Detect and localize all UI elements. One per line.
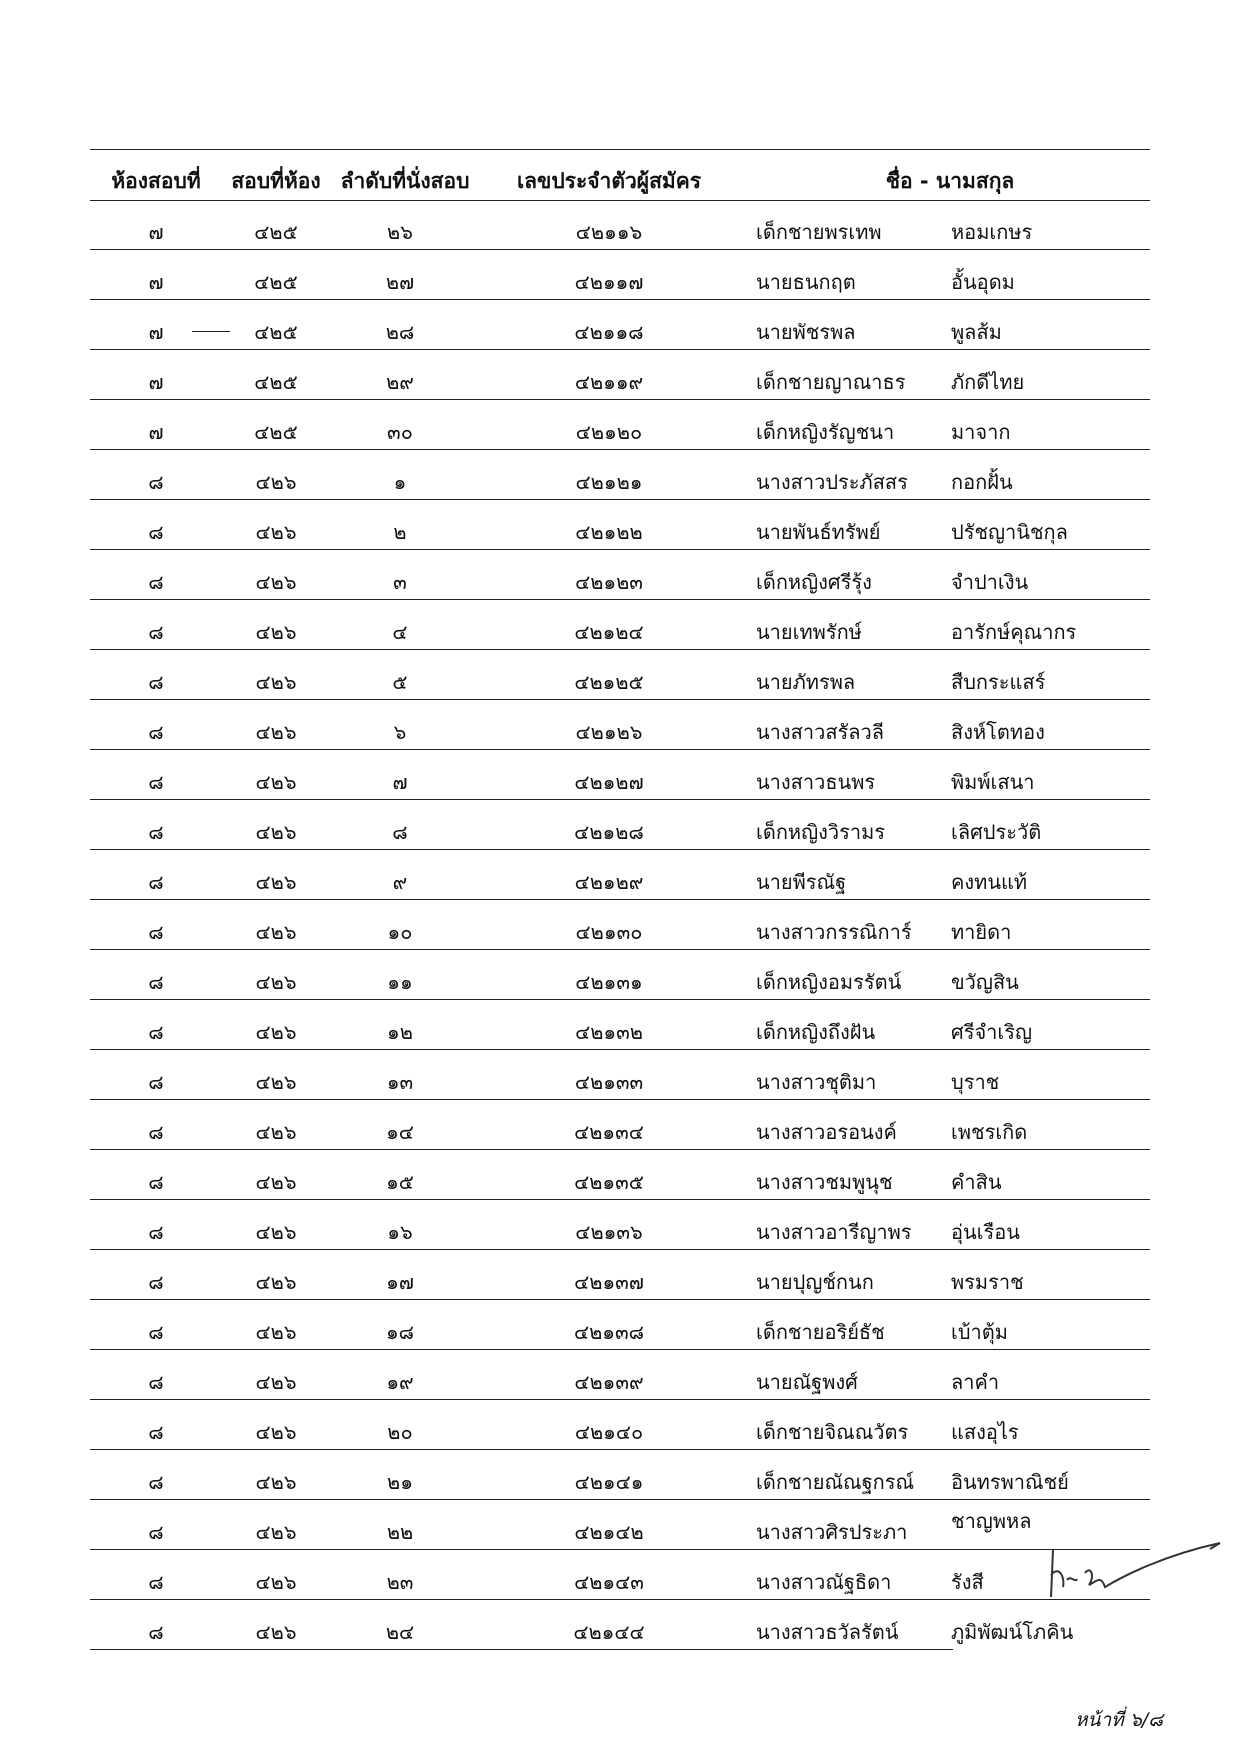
building-room-cell: ๔๒๖ [255,870,297,894]
first-name-cell: เด็กชายจิณณวัตร [756,1420,909,1444]
building-room-cell: ๔๒๖ [255,970,297,994]
applicant-id-cell: ๔๒๑๑๘ [574,320,644,344]
stray-dash [192,331,230,332]
first-name-cell: เด็กชายพรเทพ [756,220,882,244]
seat-cell: ๓ [393,570,407,594]
first-name-cell: นางสาวอารีญาพร [756,1220,912,1244]
last-name-cell: รังสี [951,1570,984,1594]
room-cell: ๗ [148,370,164,394]
building-room-cell: ๔๒๖ [255,1370,297,1394]
applicant-id-cell: ๔๒๑๓๕ [574,1170,644,1194]
table-top-rule [90,149,1150,150]
table-row [0,1150,1241,1200]
room-cell: ๗ [148,220,164,244]
room-cell: ๘ [148,770,164,794]
applicant-id-cell: ๔๒๑๓๙ [574,1370,644,1394]
first-name-cell: นางสาวศิรประภา [756,1520,908,1544]
seat-cell: ๒๙ [386,370,414,394]
first-name-cell: เด็กชายอริย์ธัช [756,1320,885,1344]
table-row [0,350,1241,400]
first-name-cell: นางสาวกรรณิการ์ [756,920,912,944]
applicant-id-cell: ๔๒๑๒๙ [574,870,644,894]
applicant-id-cell: ๔๒๑๓๑ [575,970,643,994]
table-row [0,1100,1241,1150]
building-room-cell: ๔๒๖ [255,1270,297,1294]
table-row [0,600,1241,650]
header-building-room: สอบที่ห้อง [231,169,321,193]
header-seat: ลำดับที่นั่งสอบ [340,169,470,193]
applicant-id-cell: ๔๒๑๒๑ [575,470,643,494]
room-cell: ๘ [148,1420,164,1444]
seat-cell: ๖ [393,720,407,744]
last-name-cell: สืบกระแสร์ [951,670,1046,694]
room-cell: ๘ [148,1120,164,1144]
room-cell: ๘ [148,1020,164,1044]
building-room-cell: ๔๒๖ [255,1170,297,1194]
last-name-cell: เพชรเกิด [951,1120,1028,1144]
last-name-cell: ภักดีไทย [951,370,1025,394]
room-cell: ๘ [148,620,164,644]
room-cell: ๗ [148,270,164,294]
table-row [0,1250,1241,1300]
applicant-id-cell: ๔๒๑๑๗ [574,270,644,294]
last-name-cell: บุราช [951,1070,1000,1094]
table-row [0,1450,1241,1500]
first-name-cell: เด็กชายญาณาธร [756,370,906,394]
applicant-id-cell: ๔๒๑๓๖ [575,1220,643,1244]
table-row [0,300,1241,350]
seat-cell: ๒๓ [386,1570,414,1594]
building-room-cell: ๔๒๖ [255,620,297,644]
building-room-cell: ๔๒๖ [255,820,297,844]
seat-cell: ๑๘ [385,1320,415,1344]
room-cell: ๘ [148,720,164,744]
table-row [0,800,1241,850]
applicant-id-cell: ๔๒๑๑๖ [575,220,643,244]
seat-cell: ๕ [392,670,408,694]
seat-cell: ๑๗ [386,1270,414,1294]
last-name-cell: พูลส้ม [951,320,1002,344]
table-row [0,900,1241,950]
applicant-id-cell: ๔๒๑๔๑ [574,1470,644,1494]
building-room-cell: ๔๒๖ [255,1220,297,1244]
last-name-cell: อินทรพาณิชย์ [951,1470,1069,1494]
seat-cell: ๙ [392,870,408,894]
last-name-cell: ทายิดา [951,920,1012,944]
first-name-cell: นายณัฐพงศ์ [756,1370,858,1394]
seat-cell: ๑๒ [387,1020,413,1044]
applicant-id-cell: ๔๒๑๒๐ [575,420,643,444]
seat-cell: ๑๑ [387,970,413,994]
room-cell: ๘ [148,1520,164,1544]
table-row [0,500,1241,550]
page-number: หน้าที่ ๖/๘ [1075,1709,1163,1731]
building-room-cell: ๔๒๕ [254,420,298,444]
first-name-cell: เด็กหญิงวิรามร [756,820,886,844]
building-room-cell: ๔๒๖ [255,1070,297,1094]
table-row [0,1200,1241,1250]
first-name-cell: นางสาวธวัลรัตน์ [756,1620,899,1644]
last-name-cell: เบ้าตุ้ม [951,1320,1008,1344]
seat-cell: ๗ [392,770,408,794]
building-room-cell: ๔๒๖ [255,770,297,794]
seat-cell: ๑ [393,470,407,494]
seat-cell: ๑๐ [387,920,413,944]
table-row [0,550,1241,600]
room-cell: ๗ [148,320,164,344]
room-cell: ๘ [148,870,164,894]
applicant-id-cell: ๔๒๑๓๒ [575,1020,643,1044]
seat-cell: ๒๔ [385,1620,415,1644]
room-cell: ๘ [148,1320,164,1344]
first-name-cell: นายภัทรพล [756,670,856,694]
last-name-cell: อารักษ์คุณากร [951,620,1077,644]
seat-cell: ๑๕ [386,1170,414,1194]
last-name-cell: มาจาก [951,420,1011,444]
table-row [0,250,1241,300]
seat-cell: ๒ [393,520,407,544]
applicant-id-cell: ๔๒๑๓๘ [573,1320,645,1344]
seat-cell: ๔ [392,620,408,644]
table-row [0,850,1241,900]
last-name-cell: พรมราช [951,1270,1024,1294]
last-name-cell: กอกฝั้น [951,470,1013,494]
building-room-cell: ๔๒๖ [255,1020,297,1044]
last-name-cell: ภูมิพัฒน์โภคิน [951,1620,1074,1644]
seat-cell: ๘ [392,820,408,844]
first-name-cell: นางสาวธนพร [756,770,876,794]
room-cell: ๘ [148,1570,164,1594]
header-applicant-id: เลขประจำตัวผู้สมัคร [516,169,702,193]
last-name-cell: อุ่นเรือน [951,1220,1020,1244]
room-cell: ๘ [148,1470,164,1494]
building-room-cell: ๔๒๖ [255,570,297,594]
applicant-id-cell: ๔๒๑๒๓ [575,570,643,594]
last-name-cell: หอมเกษร [951,220,1033,244]
first-name-cell: นายพีรณัฐ [756,870,847,894]
last-name-cell: ลาคำ [951,1370,1000,1394]
first-name-cell: นางสาวณัฐธิดา [756,1570,892,1594]
last-name-cell: คำสิน [951,1170,1002,1194]
last-name-cell: จำปาเงิน [951,570,1029,594]
last-name-cell: คงทนแท้ [951,870,1028,894]
applicant-id-cell: ๔๒๑๓๔ [574,1120,644,1144]
building-room-cell: ๔๒๖ [255,1620,297,1644]
building-room-cell: ๔๒๖ [255,1470,297,1494]
room-cell: ๘ [148,1070,164,1094]
building-room-cell: ๔๒๕ [254,220,298,244]
seat-cell: ๒๒ [386,1520,414,1544]
first-name-cell: นายพันธ์ทรัพย์ [756,520,881,544]
table-row [0,450,1241,500]
last-name-cell: อั้นอุดม [951,270,1015,294]
room-cell: ๘ [148,670,164,694]
first-name-cell: นางสาวประภัสสร [756,470,908,494]
header-name: ชื่อ - นามสกุล [885,169,1015,193]
first-name-cell: เด็กหญิงรัญชนา [756,420,895,444]
table-row [0,1300,1241,1350]
table-row [0,1600,1241,1650]
table-row [0,950,1241,1000]
room-cell: ๘ [148,470,164,494]
seat-cell: ๒๐ [387,1420,413,1444]
room-cell: ๘ [148,970,164,994]
applicant-id-cell: ๔๒๑๒๘ [574,820,644,844]
applicant-id-cell: ๔๒๑๓๓ [574,1070,644,1094]
building-room-cell: ๔๒๖ [255,1420,297,1444]
table-row [0,1400,1241,1450]
first-name-cell: นางสาวชมพูนุช [756,1170,893,1194]
building-room-cell: ๔๒๖ [255,1520,297,1544]
seat-cell: ๒๑ [387,1470,413,1494]
table-row [0,650,1241,700]
room-cell: ๘ [148,570,164,594]
seat-cell: ๒๘ [385,320,415,344]
last-name-cell: ชาญพหล [951,1509,1032,1533]
applicant-id-cell: ๔๒๑๔๐ [574,1420,644,1444]
room-cell: ๗ [148,420,164,444]
table-row [0,1000,1241,1050]
building-room-cell: ๔๒๕ [254,370,298,394]
first-name-cell: นายธนกฤต [756,270,856,294]
first-name-cell: เด็กหญิงถึงฝัน [756,1020,876,1044]
building-room-cell: ๔๒๕ [254,320,298,344]
first-name-cell: นางสาวอรอนงค์ [756,1120,897,1144]
table-row [0,1350,1241,1400]
first-name-cell: นายเทพรักษ์ [756,620,862,644]
building-room-cell: ๔๒๖ [255,670,297,694]
first-name-cell: นางสาวสรัลวลี [756,720,885,744]
applicant-id-cell: ๔๒๑๒๗ [574,770,644,794]
seat-cell: ๒๗ [385,270,415,294]
applicant-id-cell: ๔๒๑๑๙ [574,370,644,394]
table-row [0,400,1241,450]
room-cell: ๘ [148,520,164,544]
applicant-id-cell: ๔๒๑๔๔ [573,1620,645,1644]
last-name-cell: ปรัชญานิชกุล [951,520,1068,544]
room-cell: ๘ [148,1620,164,1644]
room-cell: ๘ [148,820,164,844]
building-room-cell: ๔๒๖ [255,520,297,544]
room-cell: ๘ [148,1270,164,1294]
seat-cell: ๓๐ [387,420,413,444]
table-row [0,200,1241,250]
applicant-id-cell: ๔๒๑๓๐ [575,920,643,944]
building-room-cell: ๔๒๖ [255,470,297,494]
first-name-cell: เด็กหญิงอมรรัตน์ [756,970,902,994]
seat-cell: ๑๓ [386,1070,414,1094]
last-name-cell: พิมพ์เสนา [951,770,1035,794]
building-room-cell: ๔๒๖ [255,1320,297,1344]
first-name-cell: นางสาวชุติมา [756,1070,877,1094]
seat-cell: ๑๙ [386,1370,414,1394]
applicant-id-cell: ๔๒๑๒๒ [575,520,643,544]
first-name-cell: นายพัชรพล [756,320,856,344]
seat-cell: ๑๖ [387,1220,413,1244]
building-room-cell: ๔๒๖ [255,1570,297,1594]
signature [1045,1535,1225,1605]
applicant-id-cell: ๔๒๑๔๓ [574,1570,644,1594]
first-name-cell: เด็กชายณัณฐกรณ์ [756,1470,915,1494]
applicant-id-cell: ๔๒๑๔๒ [574,1520,644,1544]
last-name-cell: สิงห์โตทอง [951,720,1045,744]
header-room: ห้องสอบที่ [111,169,201,193]
first-name-cell: นายปุญช์กนก [756,1270,874,1294]
last-name-cell: เลิศประวัติ [951,820,1042,844]
last-name-cell: ขวัญสิน [951,970,1019,994]
table-row [0,1050,1241,1100]
seat-cell: ๒๖ [387,220,413,244]
room-cell: ๘ [148,1370,164,1394]
last-name-cell: ศรีจำเริญ [951,1020,1033,1044]
seat-cell: ๑๔ [386,1120,414,1144]
building-room-cell: ๔๒๖ [255,720,297,744]
applicant-id-cell: ๔๒๑๒๔ [574,620,644,644]
room-cell: ๘ [148,1170,164,1194]
applicant-id-cell: ๔๒๑๓๗ [574,1270,644,1294]
row-rule [90,1649,953,1650]
room-cell: ๘ [148,1220,164,1244]
applicant-id-cell: ๔๒๑๒๖ [575,720,643,744]
last-name-cell: แสงอุไร [951,1420,1019,1444]
building-room-cell: ๔๒๕ [254,270,298,294]
room-cell: ๘ [148,920,164,944]
table-row [0,700,1241,750]
building-room-cell: ๔๒๖ [255,1120,297,1144]
applicant-id-cell: ๔๒๑๒๕ [574,670,644,694]
first-name-cell: เด็กหญิงศรีรุ้ง [756,570,872,594]
building-room-cell: ๔๒๖ [255,920,297,944]
table-row [0,750,1241,800]
